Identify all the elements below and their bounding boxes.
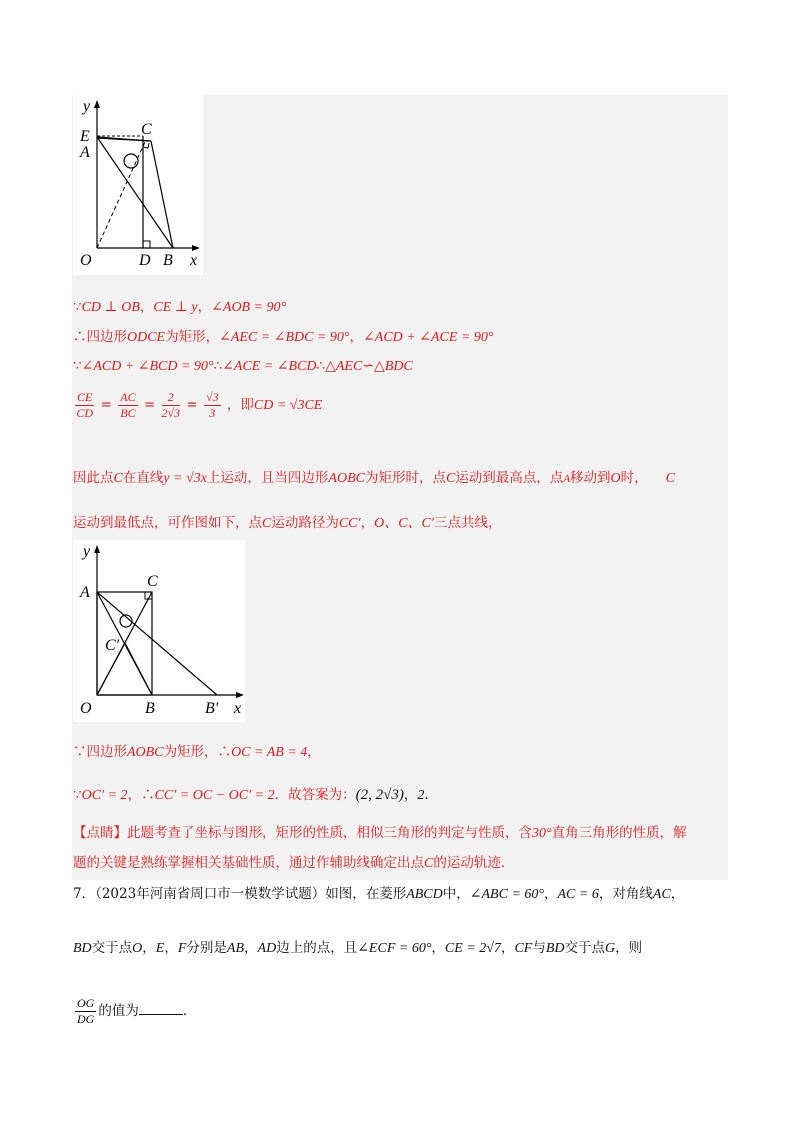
- fig1-label-B: B: [163, 252, 173, 269]
- fraction-root3-3: $\frac{√3}{3}$: [206, 390, 219, 420]
- fig2-label-y: y: [83, 543, 91, 560]
- fraction-ac-bc: $\frac{AC}{BC}$: [120, 390, 136, 420]
- fig1-label-E: E: [80, 128, 90, 145]
- fig1-label-O: O: [80, 252, 92, 269]
- fig1-label-D: D: [139, 252, 151, 269]
- solution-line-7: ∵四边形AOBC为矩形，∴OC = AB = 4，: [73, 744, 321, 760]
- fig2-label-C: C: [147, 573, 158, 590]
- figure-1-svg: [73, 95, 203, 275]
- figure-1: [73, 95, 203, 275]
- fraction-ce-cd: $\frac{CE}{CD}$: [76, 390, 93, 420]
- fig2-label-O: O: [80, 700, 92, 717]
- fig1-label-x: x: [190, 252, 198, 269]
- problem-7-line-2: BD交于点O，E，F分别是AB，AD边上的点，且∠ECF = 60°，CE = 2√7，CF与BD交于点G，则: [73, 940, 643, 956]
- figure-2-svg: [73, 540, 245, 722]
- fraction-2-2root3: $\frac{2}{2√3}$: [161, 390, 181, 420]
- solution-line-9: 【点睛】此题考查了坐标与图形，矩形的性质，相似三角形的判定与性质，含30°直角三角形的性质，解: [73, 825, 687, 841]
- fig1-label-C: C: [141, 121, 152, 138]
- fraction-og-dg: $\frac{OG}{DG}$: [77, 996, 95, 1026]
- problem-7-line-1: 7．（2023年河南省周口市一模数学试题）如图，在菱形ABCD中，∠ABC = 60°，AC = 6，对角线AC，: [73, 886, 685, 902]
- fig1-label-y: y: [83, 98, 91, 115]
- fig2-label-A: A: [80, 584, 90, 601]
- fig2-label-Bprime: B′: [205, 700, 219, 717]
- figure-2: [73, 540, 245, 722]
- fig2-label-B: B: [145, 700, 155, 717]
- fig1-label-A: A: [80, 144, 90, 161]
- solution-line-4: $\frac{CE}{CD}$ = $\frac{AC}{BC}$ = $\frac{2}{2√3}$ = $\frac{√3}{3}$ ，即CD = √3CE: [76, 390, 323, 420]
- fig2-label-x: x: [234, 700, 242, 717]
- fig2-label-Cprime: C′: [105, 637, 120, 654]
- problem-7-line-3: $\frac{OG}{DG}$ 的值为 ．: [77, 996, 197, 1026]
- solution-line-6: 运动到最低点，可作图如下，点C运动路径为CC′，O、C、C′三点共线，: [73, 515, 502, 531]
- solution-line-8: ∵OC′ = 2，∴CC′ = OC − OC′ = 2．故答案为：(2, 2√3)，2．: [73, 787, 438, 803]
- solution-line-1: ∵CD ⊥ OB，CE ⊥ y，∠AOB = 90°: [73, 299, 287, 315]
- solution-line-10: 题的关键是熟练掌握相关基础性质，通过作辅助线确定出点C的运动轨迹．: [73, 855, 515, 871]
- solution-line-5: 因此点C在直线y = √3x上运动，且当四边形AOBC为矩形时，点C运动到最高点，点A移动到O时， C: [73, 470, 676, 486]
- solution-line-2: ∴四边形ODCE为矩形，∠AEC = ∠BDC = 90°，∠ACD + ∠ACE = 90°: [73, 329, 494, 345]
- answer-blank[interactable]: [139, 1002, 183, 1015]
- solution-line-3: ∵∠ACD + ∠BCD = 90°∴∠ACE = ∠BCD∴△AEC∽△BDC: [73, 358, 413, 374]
